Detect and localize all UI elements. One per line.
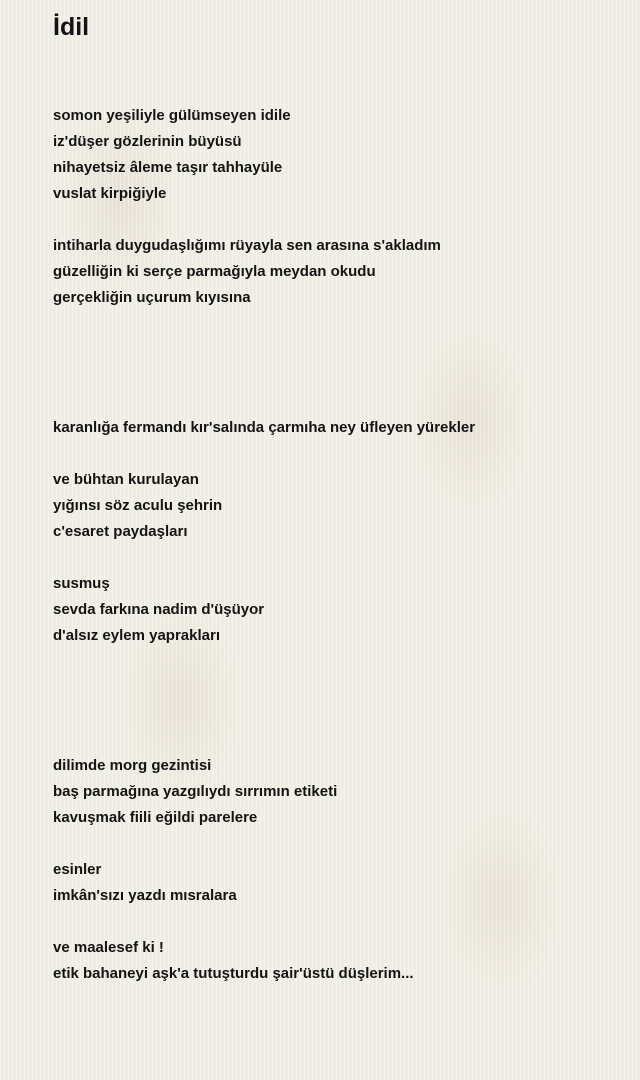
- poem-line: vuslat kirpiğiyle: [53, 185, 167, 202]
- poem-line: somon yeşiliyle gülümseyen idile: [53, 107, 291, 124]
- poem-line: baş parmağına yazgılıydı sırrımın etiketi: [53, 783, 338, 800]
- stanza-2: [53, 233, 623, 311]
- poem-line: gerçekliğin uçurum kıyısına: [53, 289, 251, 306]
- poem-line: iz'düşer gözlerinin büyüsü: [53, 133, 242, 150]
- poem-line: ve bühtan kurulayan: [53, 471, 199, 488]
- stanza-1: [53, 103, 623, 207]
- poem-line: ve maalesef ki !: [53, 939, 164, 956]
- poem-title: İdil: [53, 13, 90, 41]
- poem-line: intiharla duygudaşlığımı rüyayla sen arasına s'akladım: [53, 237, 441, 254]
- poem-line: susmuş: [53, 575, 110, 592]
- poem-line: d'alsız eylem yaprakları: [53, 627, 220, 644]
- stanza-6: [53, 753, 623, 831]
- stanza-spacer: [53, 909, 623, 935]
- poem-line: yığınsı söz aculu şehrin: [53, 497, 223, 514]
- stanza-4: [53, 467, 623, 545]
- poem-line: nihayetsiz âleme taşır tahhayüle: [53, 159, 283, 176]
- stanza-spacer: [53, 207, 623, 233]
- poem-line: imkân'sızı yazdı mısralara: [53, 887, 237, 904]
- poem-body: [53, 103, 623, 987]
- stanza-5: [53, 571, 623, 649]
- poem-line: kavuşmak fiili eğildi parelere: [53, 809, 258, 826]
- poem-line: esinler: [53, 861, 102, 878]
- stanza-7: [53, 857, 623, 909]
- poem-line: dilimde morg gezintisi: [53, 757, 212, 774]
- poem-line: c'esaret paydaşları: [53, 523, 188, 540]
- stanza-spacer: [53, 545, 623, 571]
- section-spacer: [53, 311, 623, 415]
- stanza-8: [53, 935, 623, 987]
- stanza-3: [53, 415, 623, 441]
- poem-line: güzelliğin ki serçe parmağıyla meydan okudu: [53, 263, 376, 280]
- stanza-spacer: [53, 831, 623, 857]
- poem-line: etik bahaneyi aşk'a tutuşturdu şair'üstü düşlerim...: [53, 965, 414, 982]
- section-spacer: [53, 649, 623, 753]
- stanza-spacer: [53, 441, 623, 467]
- poem-line: karanlığa fermandı kır'salında çarmıha ney üfleyen yürekler: [53, 419, 476, 436]
- poem-line: sevda farkına nadim d'üşüyor: [53, 601, 265, 618]
